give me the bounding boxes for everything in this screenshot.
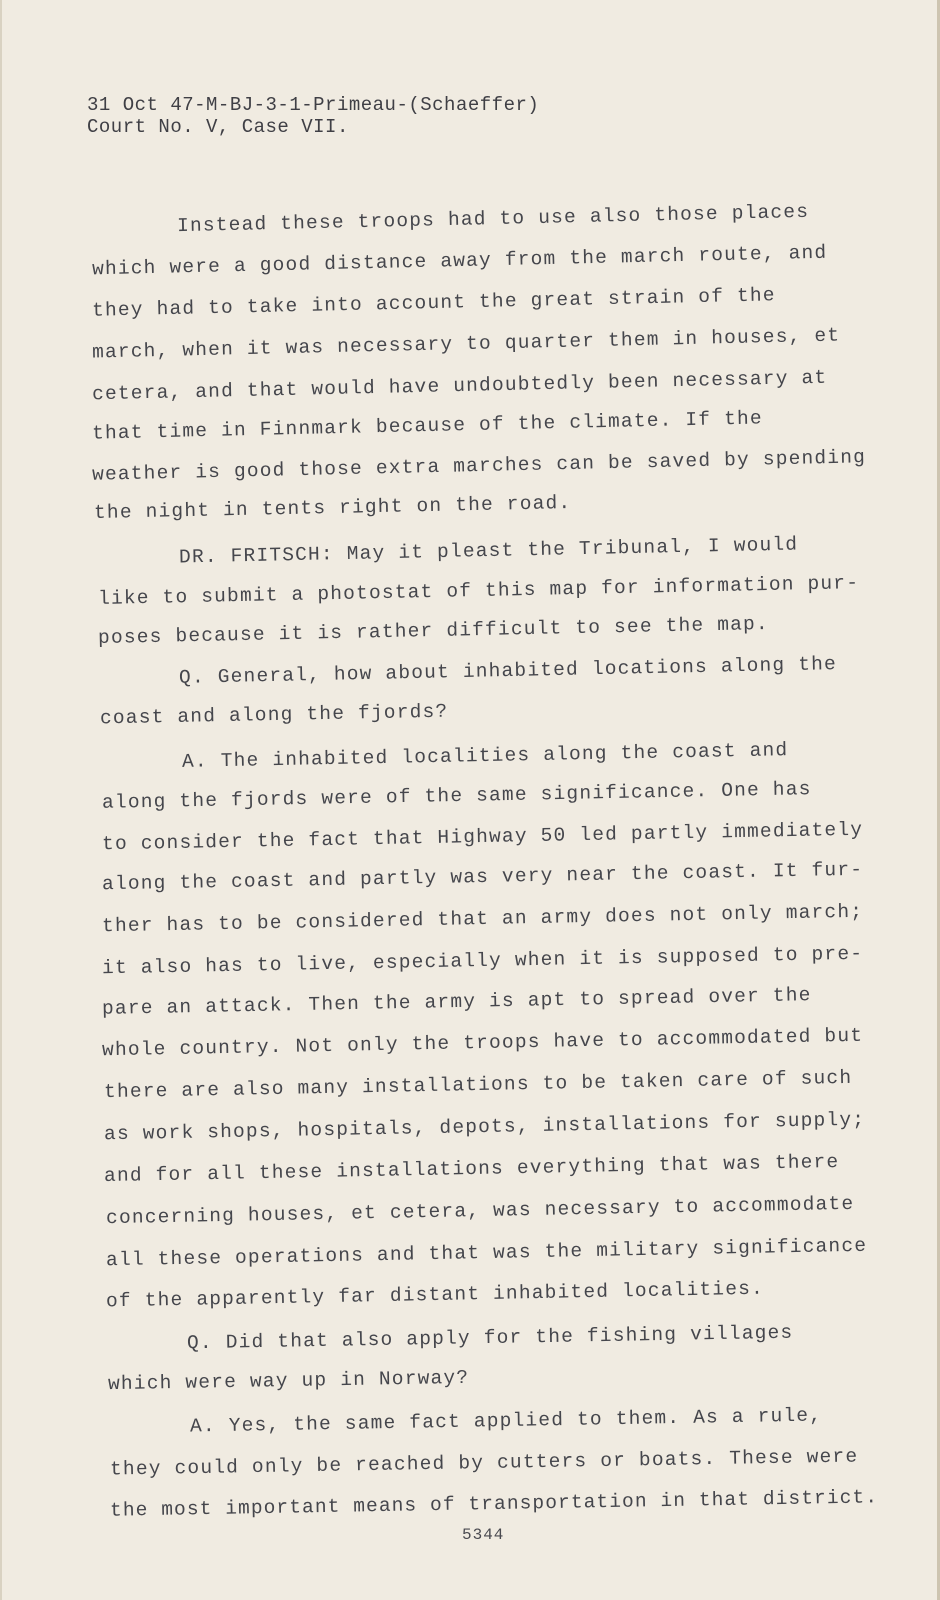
text-line: like to submit a photostat of this map for information pur- — [97, 572, 860, 610]
text-line: concerning houses, et cetera, was necessary to accommodate — [105, 1192, 855, 1230]
text-line: ther has to be considered that an army does not only march; — [101, 900, 864, 938]
text-line: coast and along the fjords? — [99, 700, 449, 730]
text-line: cetera, and that would have undoubtedly been necessary at — [91, 366, 828, 406]
text-line: all these operations and that was the military significance — [105, 1234, 868, 1272]
document-header — [87, 94, 539, 138]
text-line: weather is good those extra marches can be saved by spending — [91, 446, 867, 486]
text-line: poses because it is rather difficult to see the map. — [97, 612, 770, 650]
page-number: 5344 — [462, 1526, 505, 1544]
text-line: that time in Finnmark because of the climate. If the — [91, 407, 764, 445]
text-line: there are also many installations to be taken care of such — [103, 1066, 853, 1104]
text-line: pare an attack. Then the army is apt to spread over the — [101, 984, 812, 1020]
text-line: Instead these troops had to use also those places — [176, 200, 810, 238]
text-line: it also has to live, especially when it is supposed to pre- — [101, 942, 864, 980]
text-line: they could only be reached by cutters or boats. These were — [109, 1445, 859, 1481]
text-line: DR. FRITSCH: May it pleast the Tribunal, I would — [178, 533, 799, 569]
text-line: the night in tents right on the road. — [93, 492, 572, 524]
text-line: along the coast and partly was very near the coast. It fur- — [101, 858, 864, 896]
text-line: which were a good distance away from the march route, and — [91, 241, 828, 281]
text-line: Q. Did that also apply for the fishing villages — [186, 1321, 794, 1355]
text-line: whole country. Not only the troops have to accommodated but — [101, 1024, 864, 1062]
text-line: Q. General, how about inhabited locations along the — [178, 653, 838, 689]
text-line: to consider the fact that Highway 50 led partly immediately — [101, 818, 864, 856]
text-line: as work shops, hospitals, depots, installations for supply; — [103, 1108, 866, 1146]
text-line: march, when it was necessary to quarter them in houses, et — [91, 324, 841, 364]
text-line: A. The inhabited localities along the coast and — [181, 739, 789, 773]
text-line: they had to take into account the great strain of the — [91, 284, 776, 322]
text-line: A. Yes, the same fact applied to them. As a rule, — [189, 1404, 823, 1438]
text-line: along the fjords were of the same significance. One has — [101, 778, 812, 814]
header-reference: 31 Oct 47-M-BJ-3-1-Primeau-(Schaeffer) — [87, 94, 540, 116]
text-line: which were way up in Norway? — [107, 1366, 470, 1396]
text-line: and for all these installations everything that was there — [103, 1150, 840, 1188]
header-court: Court No. V, Case VII. — [87, 116, 349, 138]
text-line: the most important means of transportation in that district. — [109, 1486, 879, 1522]
text-line: of the apparently far distant inhabited localities. — [105, 1277, 765, 1313]
